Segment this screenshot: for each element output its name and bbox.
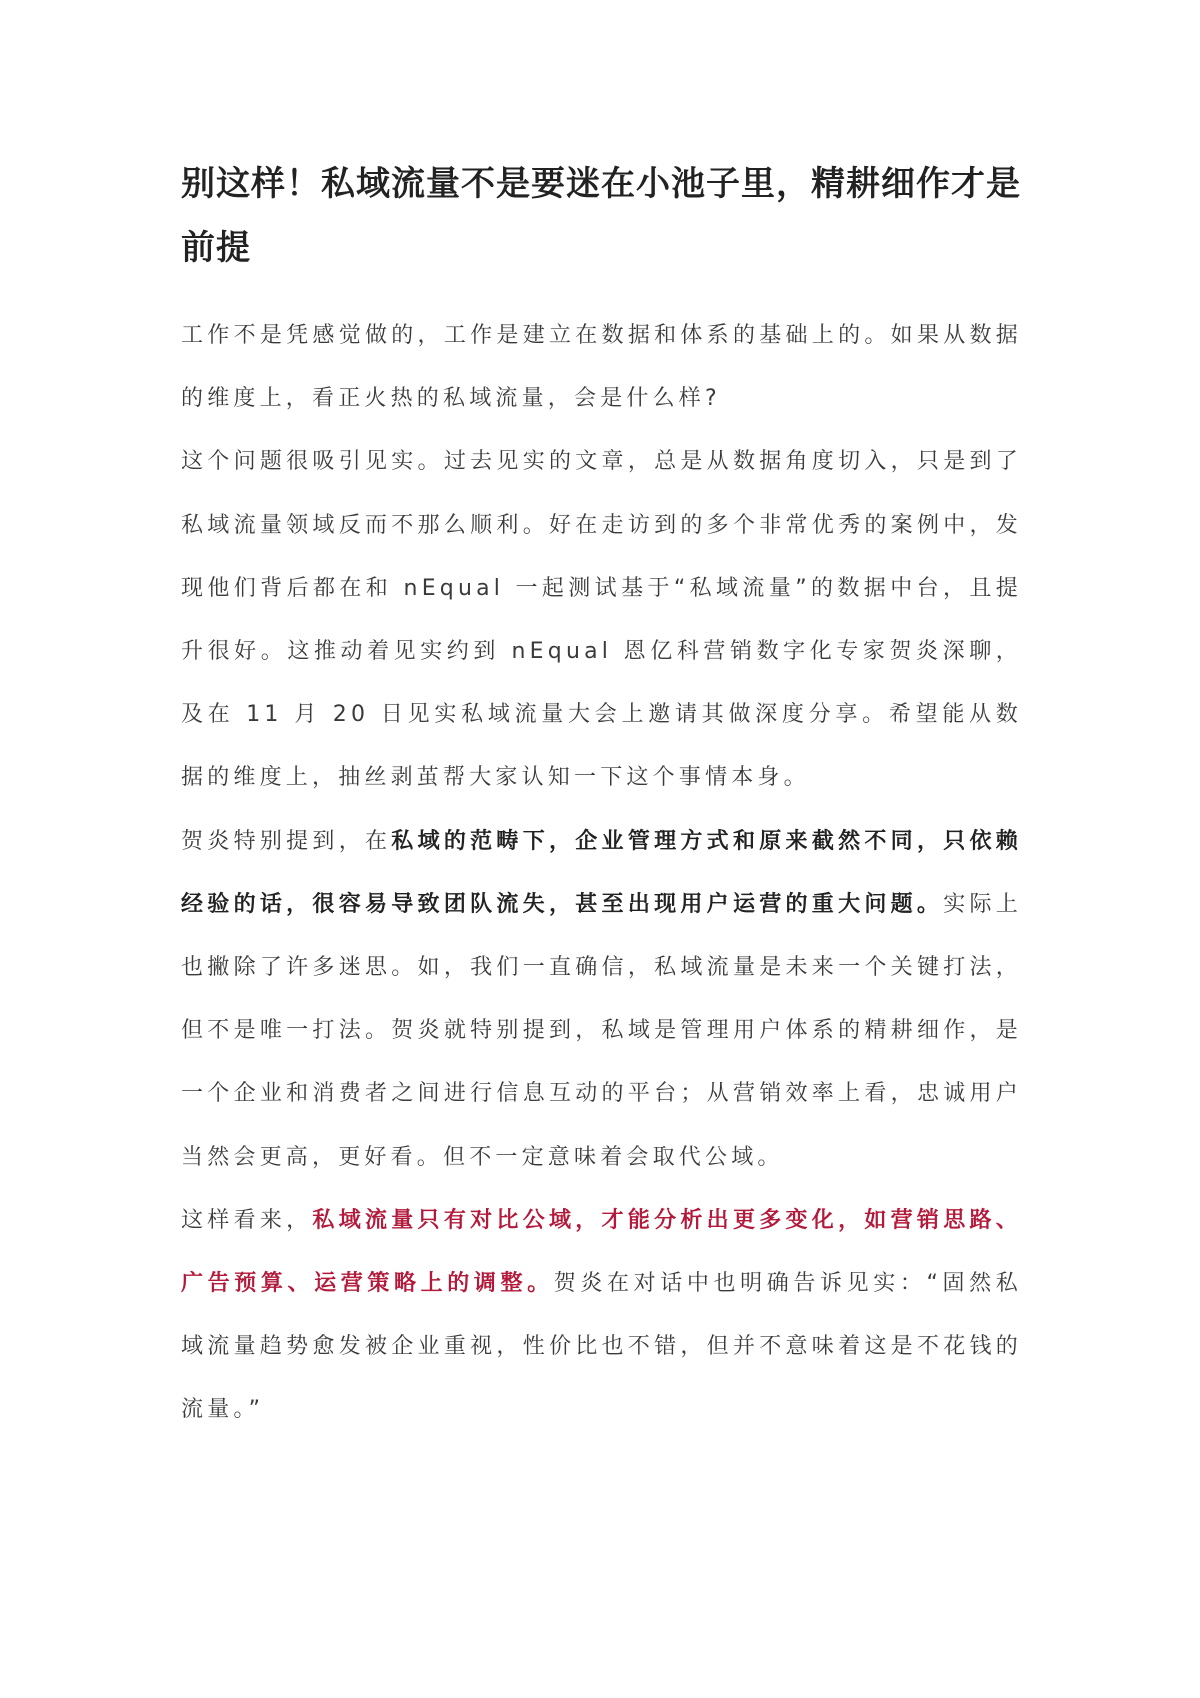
paragraph-text: 贺炎特别提到，在 xyxy=(181,828,392,854)
paragraph-text: 这样看来， xyxy=(181,1207,313,1233)
paragraph-conclusion xyxy=(181,1189,1022,1442)
paragraph-management xyxy=(181,810,1022,1189)
paragraph-text: 工作不是凭感觉做的，工作是建立在数据和体系的基础上的。如果从数据的维度上，看正火热的私域流量，会是什么样? xyxy=(181,323,1022,412)
paragraph-intro xyxy=(181,304,1022,430)
paragraph-background xyxy=(181,430,1022,809)
paragraph-text: 这个问题很吸引见实。过去见实的文章，总是从数据角度切入，只是到了私域流量领域反而不那么顺利。好在走访到的多个非常优秀的案例中，发现他们背后都在和 nEqual 一起测试基于“私域流量”的数据中台，且提升很好。这推动着见实约到 nEqual 恩亿科营销数字化专家贺炎深聊，及在 11 月 20 日见实私域流量大会上邀请其做深度分享。希望能从数据的维度上，抽丝剥茧帮大家认知一下这个事情本身。 xyxy=(181,449,1022,791)
paragraph-text: 实际上也撇除了许多迷思。如，我们一直确信，私域流量是未来一个关键打法，但不是唯一打法。贺炎就特别提到，私域是管理用户体系的精耕细作，是一个企业和消费者之间进行信息互动的平台；从营销效率上看，忠诚用户当然会更高，更好看。但不一定意味着会取代公域。 xyxy=(181,891,1022,1170)
article-title: 别这样！私域流量不是要迷在小池子里，精耕细作才是前提 xyxy=(181,164,1021,268)
article xyxy=(181,152,1022,1442)
article-body xyxy=(181,304,1022,1442)
red-highlight: 私域流量只有对比公域，才能分析出更多变化，如营销思路、广告预算、运营策略上的调整。 xyxy=(181,1207,1022,1297)
bold-emphasis: 私域的范畴下，企业管理方式和原来截然不同，只依赖经验的话，很容易导致团队流失，甚至出现用户运营的重大问题。 xyxy=(181,828,1022,917)
paragraph-text: 贺炎在对话中也明确告诉见实：“固然私域流量趋势愈发被企业重视，性价比也不错，但并不意味着这是不花钱的流量。” xyxy=(181,1271,1022,1423)
